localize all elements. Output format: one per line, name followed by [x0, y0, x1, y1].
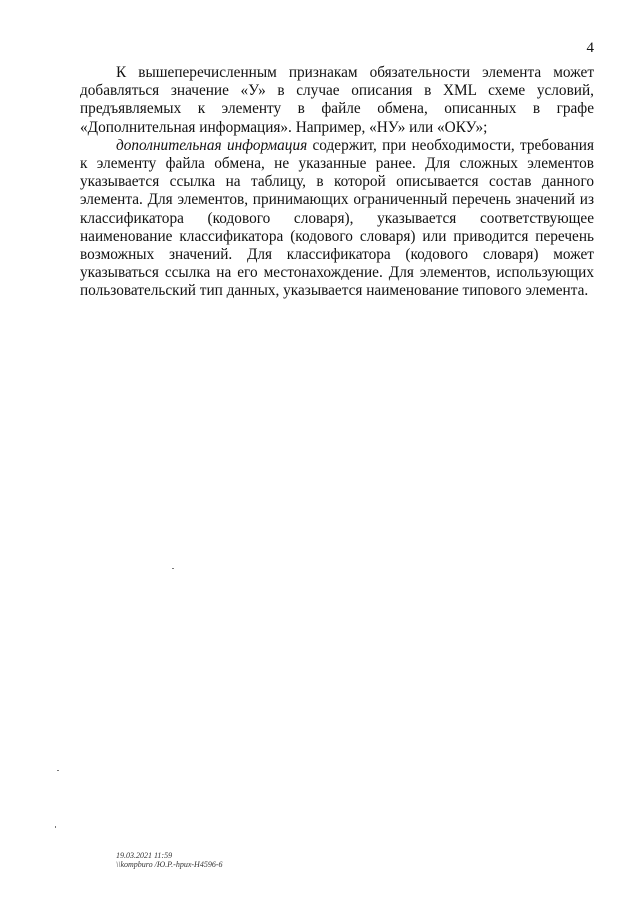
paragraph-mandatory-attributes [80, 64, 594, 137]
scan-speck [57, 770, 59, 771]
document-body [80, 64, 594, 301]
scan-speck [55, 826, 56, 828]
term-additional-info: дополнительная информация [116, 136, 308, 154]
paragraph-additional-info [80, 137, 594, 301]
footer-timestamp: 19.03.2021 11:59 [116, 851, 173, 860]
footer-stamp [116, 851, 222, 869]
paragraph-text: К вышеперечисленным признакам обязательности элемента может добавляться значение «У» в случае описания в XML схеме условий, предъявляемых к элементу в файле обмена, описанных в графе «Дополнительная информация». Например, «НУ» или «ОКУ»; [80, 64, 594, 136]
page-number: 4 [586, 40, 594, 56]
paragraph-text: содержит, при необходимости, требования к элементу файла обмена, не указанные ранее. Для сложных элементов указывается ссылка на таблицу, в которой описывается состав данного элемента. Для элементов, принимающих ограниченный перечень значений из классификатора (кодового словаря), указывается соответствующее наименование классификатора (кодового словаря) или приводится перечень возможных значений. Для классификатора (кодового словаря) может указываться ссылка на его местонахождение. Для элементов, использующих пользовательский тип данных, указывается наименование типового элемента. [80, 136, 594, 300]
scan-speck [172, 568, 174, 569]
footer-path: \\kompburo /Ю.Р.-hpux-H4596-6 [116, 860, 223, 869]
